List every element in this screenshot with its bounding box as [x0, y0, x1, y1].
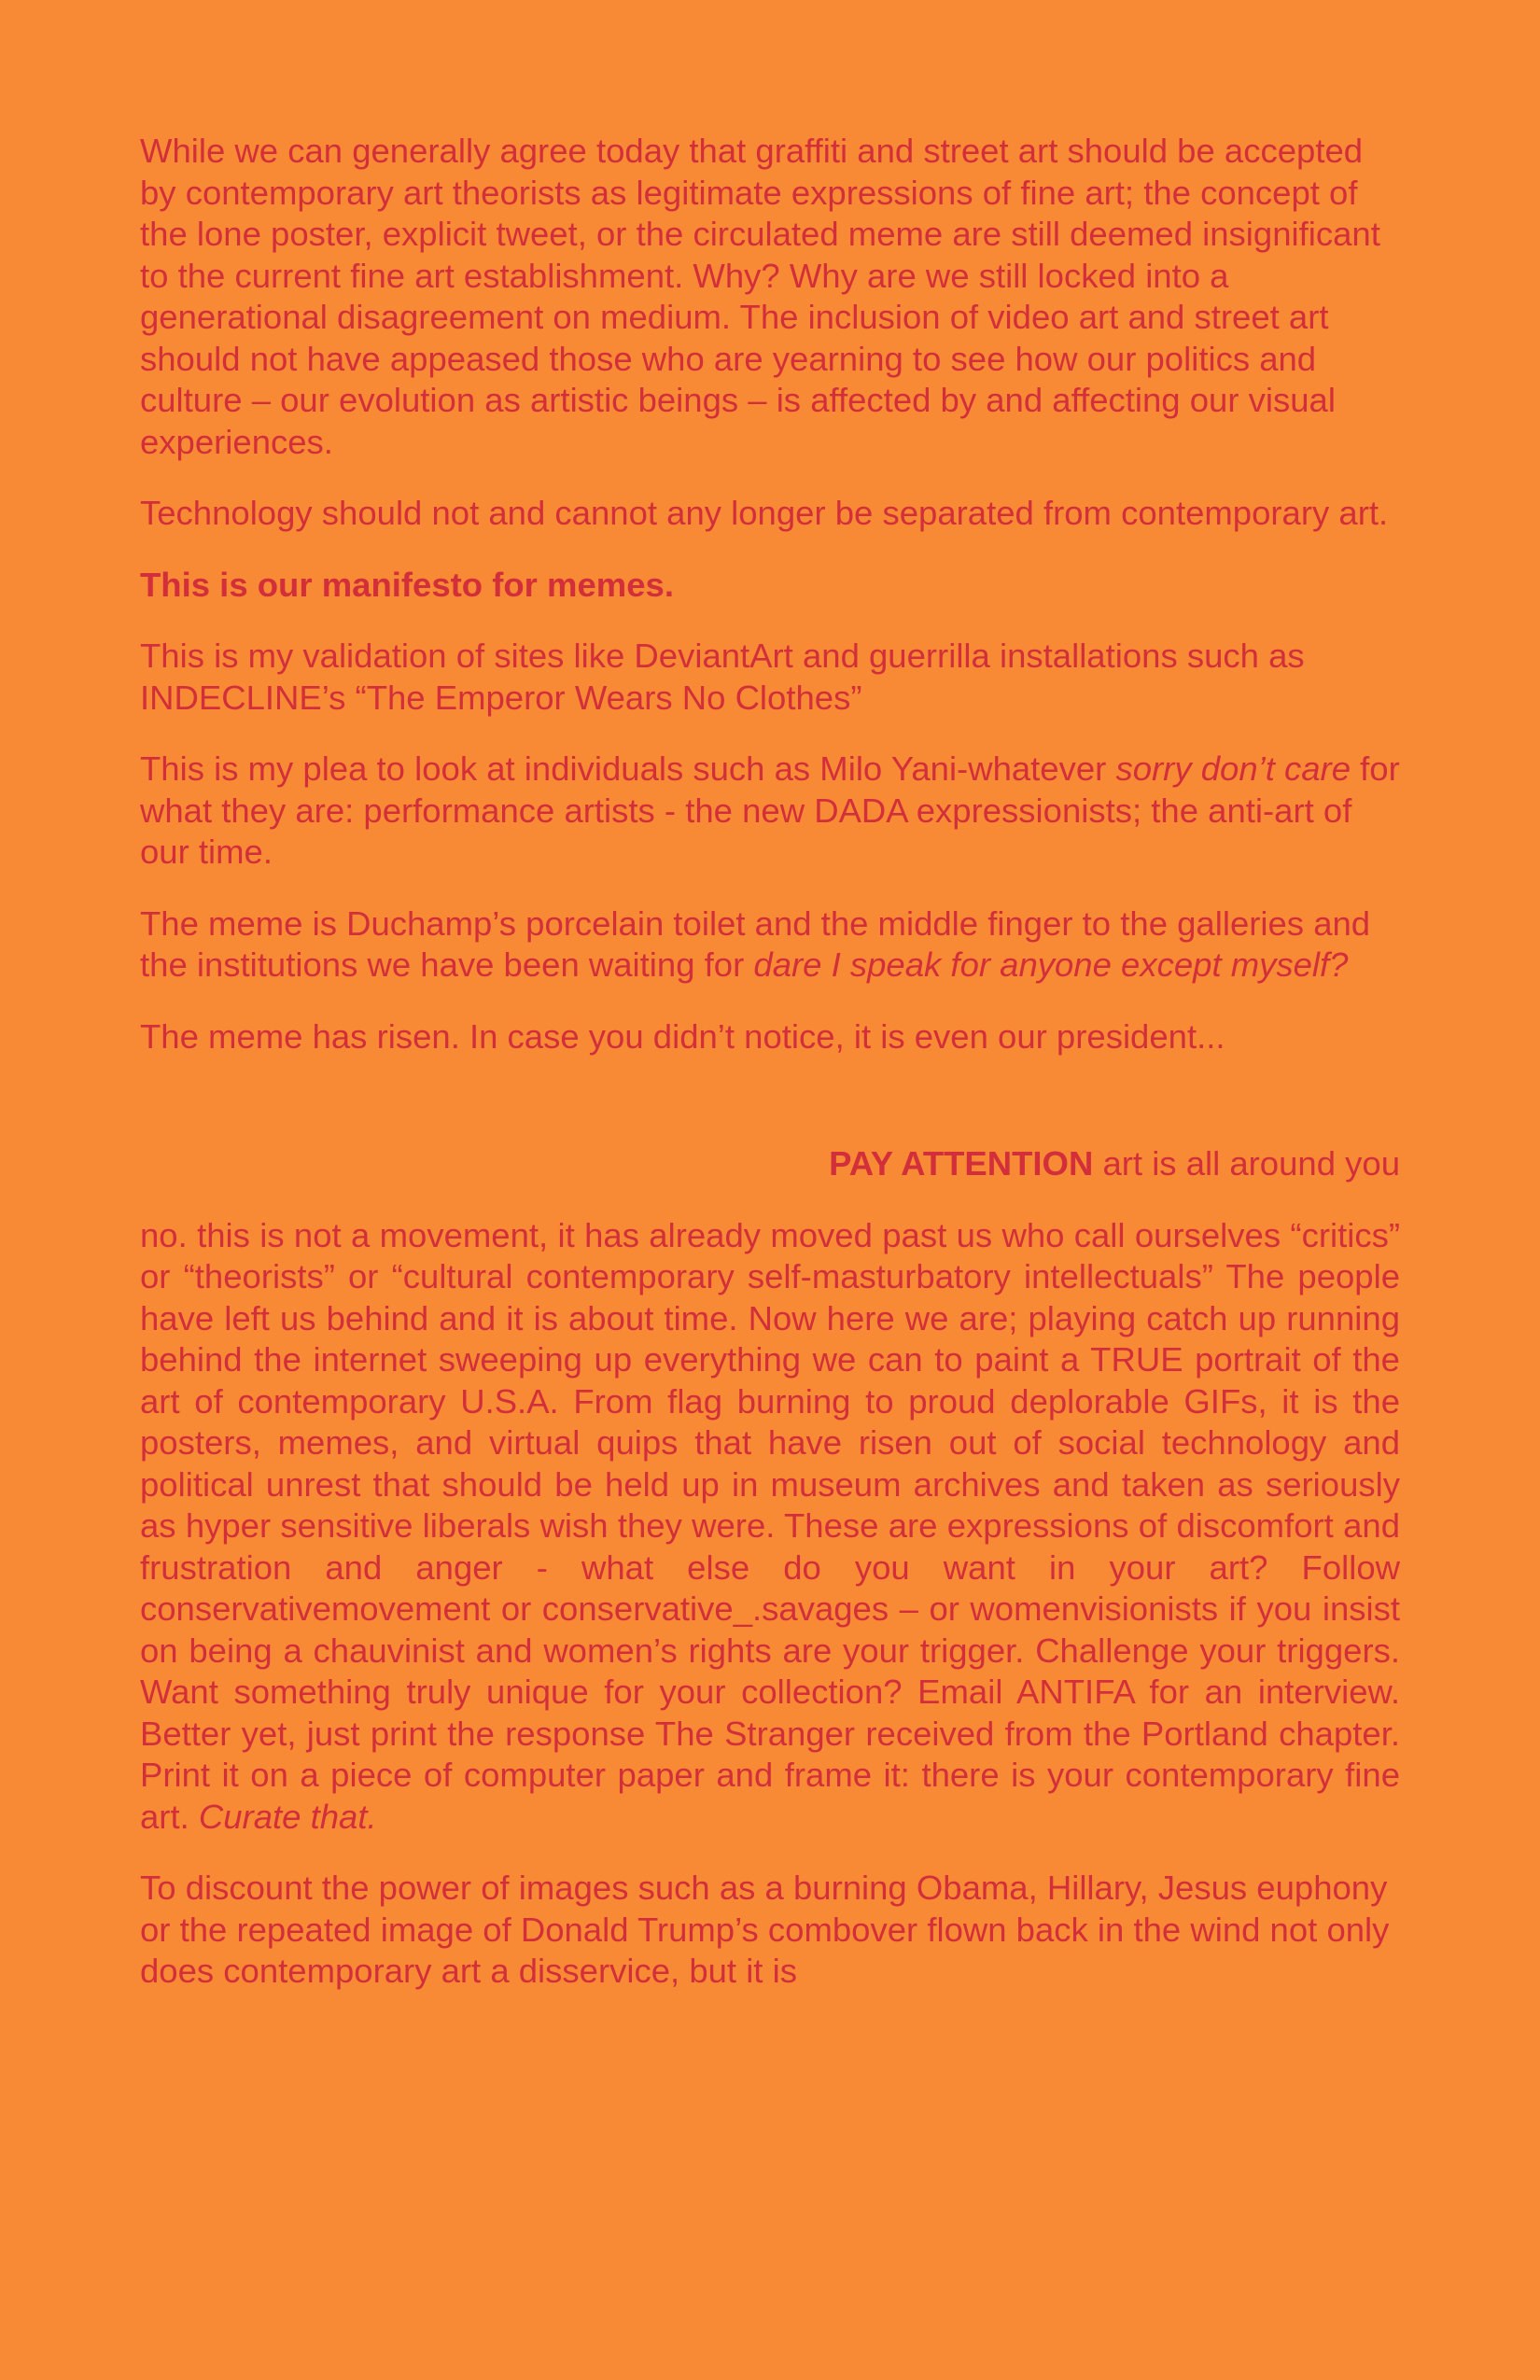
pay-attention-bold: PAY ATTENTION [829, 1144, 1094, 1183]
paragraph-meme-risen: The meme has risen. In case you didn’t notice, it is even our president... [140, 1016, 1225, 1056]
not-a-movement-text: no. this is not a movement, it has already moved past us who call ourselves “critics” or “theorists” or “cultural contemporary self-masturbatory intellectuals” The people have left us behind and it is about time. Now here we are; playing catch up running behind the internet sweeping up everything we can to paint a TRUE portrait of the art of contemporary U.S.A. From flag burning to proud deplorable GIFs, it is the posters, memes, and virtual quips that have risen out of social technology and political unrest that should be held up in museum archives and taken as seriously as hyper sensitive liberals wish they were. These are expressions of discomfort and frustration and anger - what else do you want in your art? Follow conservativemovement or conservative_.savages – or womenvisionists if you insist on being a chauvinist and women’s rights are your trigger. Challenge your triggers. Want something truly unique for your collection? Email ANTIFA for an interview. Better yet, just print the response The Stranger received from the Portland chapter. Print it on a piece of computer paper and frame it: there is your contemporary fine art. [140, 1215, 1400, 1836]
paragraph-plea [140, 749, 1400, 874]
document-body [140, 131, 1400, 1993]
pay-attention-line [140, 1143, 1400, 1185]
plea-text-end: for what they are: performance artists - the new DADA expressionists; the anti-art of our time. [140, 749, 1400, 871]
duchamp-italic-aside: dare I speak for anyone except myself? [753, 945, 1349, 984]
plea-italic-aside: sorry don’t care [1115, 749, 1351, 788]
paragraph-technology: Technology should not and cannot any longer be separated from contemporary art. [140, 494, 1389, 532]
pay-attention-rest: art is all around you [1093, 1144, 1400, 1183]
paragraph-graffiti-street-art: While we can generally agree today that graffiti and street art should be accepted by contemporary art theorists as legitimate expressions of fine art; the concept of the lone poster, explicit tweet, or the circulated meme are still deemed insignificant to the current fine art establishment. Why? Why are we still locked into a generational disagreement on medium. The inclusion of video art and street art should not have appeased those who are yearning to see how our politics and culture – our evolution as artistic beings – is affected by and affecting our visual experiences. [140, 132, 1380, 461]
paragraph-duchamp [140, 903, 1400, 987]
manifesto-heading: This is our manifesto for memes. [140, 565, 674, 604]
paragraph-validation: This is my validation of sites like DeviantArt and guerrilla installations such as INDECLINE’s “The Emperor Wears No Clothes” [140, 637, 1305, 717]
plea-text-start: This is my plea to look at individuals such as Milo Yani-whatever [140, 749, 1116, 788]
curate-that-italic: Curate that. [198, 1797, 377, 1836]
paragraph-discount-images: To discount the power of images such as a burning Obama, Hillary, Jesus euphony or the repeated image of Donald Trump’s combover flown back in the wind not only does contemporary art a disservice, but it is [140, 1869, 1390, 1990]
duchamp-text: The meme is Duchamp’s porcelain toilet and the middle finger to the galleries and the institutions we have been waiting for [140, 903, 1371, 984]
paragraph-not-a-movement [140, 1215, 1400, 1839]
